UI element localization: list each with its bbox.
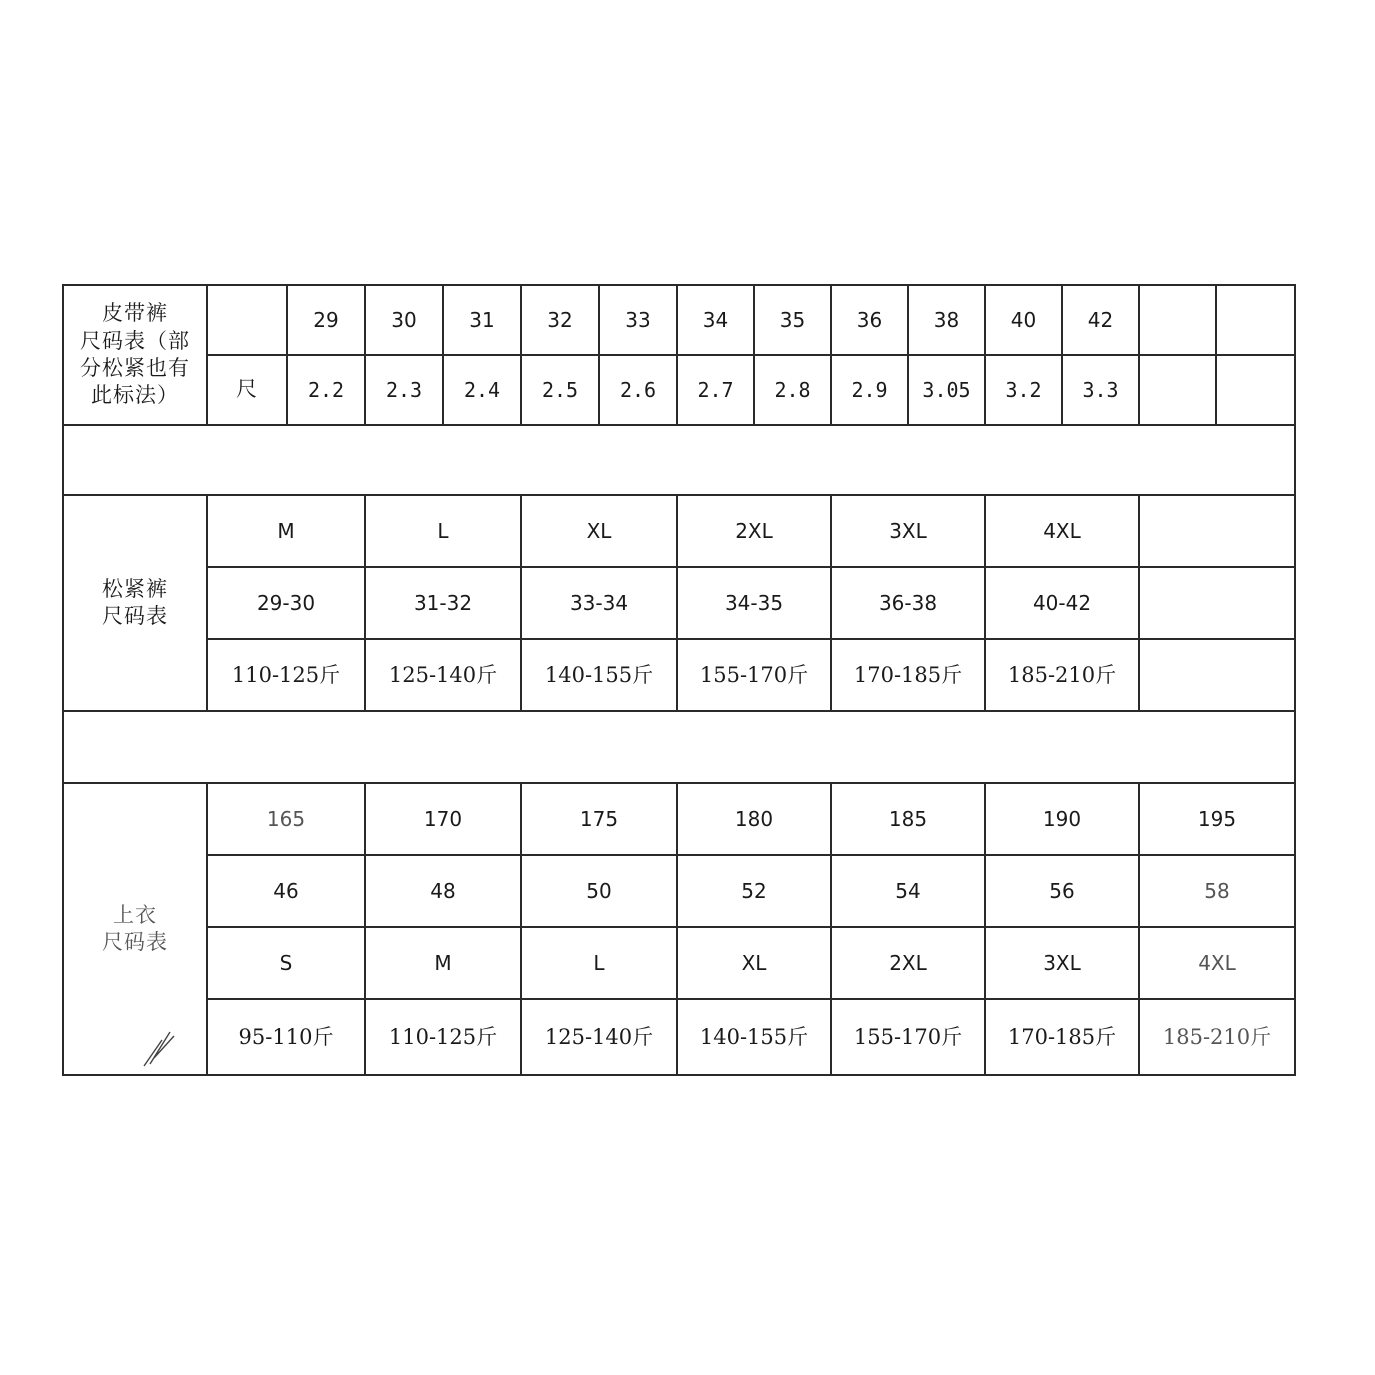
belt-length-cell: 2.6 [599,355,677,425]
tops-chest-cell: 56 [985,855,1139,927]
elastic-waist-cell: 34-35 [677,567,831,639]
belt-size-cell: 42 [1062,285,1139,355]
elastic-weight-cell: 170-185斤 [831,639,985,711]
tops-size-cell: 4XL [1139,927,1295,999]
pen-stroke-mark [140,1028,180,1068]
tops-height-row [63,783,1295,855]
spacer-row [63,425,1295,495]
tops-size-cell: 2XL [831,927,985,999]
elastic-size-cell: 4XL [985,495,1139,567]
tops-height-cell: 180 [677,783,831,855]
elastic-empty-cell [1139,567,1295,639]
belt-empty-cell [1216,285,1295,355]
tops-weight-row [63,999,1295,1075]
elastic-waist-cell: 31-32 [365,567,521,639]
tops-chest-row [63,855,1295,927]
tops-weight-cell: 185-210斤 [1139,999,1295,1075]
tops-weight-cell: 155-170斤 [831,999,985,1075]
belt-size-cell: 31 [443,285,521,355]
belt-pants-label [63,285,207,425]
elastic-empty-cell [1139,639,1295,711]
elastic-size-cell: L [365,495,521,567]
tops-chest-cell: 48 [365,855,521,927]
tops-chest-cell: 54 [831,855,985,927]
belt-pants-size-row [63,285,1295,355]
elastic-empty-cell [1139,495,1295,567]
belt-empty-cell [1139,355,1216,425]
tops-label [63,783,207,1075]
tops-weight-cell: 125-140斤 [521,999,677,1075]
tops-height-cell: 195 [1139,783,1295,855]
tops-height-cell: 185 [831,783,985,855]
elastic-pants-label [63,495,207,711]
elastic-waist-cell: 33-34 [521,567,677,639]
belt-size-cell: 30 [365,285,443,355]
belt-size-cell: 29 [287,285,365,355]
belt-length-cell: 2.2 [287,355,365,425]
elastic-waist-cell: 40-42 [985,567,1139,639]
tops-weight-cell: 170-185斤 [985,999,1139,1075]
belt-size-cell: 33 [599,285,677,355]
belt-pants-label-text: 皮带裤 尺码表（部 分松紧也有 此标法） [80,301,190,408]
belt-pants-corner-cell [207,285,287,355]
elastic-pants-label-text: 松紧裤 尺码表 [102,576,168,628]
elastic-weight-cell: 125-140斤 [365,639,521,711]
belt-length-cell: 2.7 [677,355,754,425]
spacer-row [63,711,1295,783]
tops-height-cell: 175 [521,783,677,855]
elastic-size-cell: 3XL [831,495,985,567]
elastic-size-cell: 2XL [677,495,831,567]
tops-chest-cell: 58 [1139,855,1295,927]
belt-length-cell: 3.05 [908,355,985,425]
belt-length-cell: 2.4 [443,355,521,425]
belt-length-cell: 2.5 [521,355,599,425]
tops-height-cell: 170 [365,783,521,855]
elastic-weight-cell: 185-210斤 [985,639,1139,711]
elastic-weight-cell: 110-125斤 [207,639,365,711]
tops-chest-cell: 52 [677,855,831,927]
belt-length-cell: 2.3 [365,355,443,425]
tops-label-text: 上衣 尺码表 [102,902,168,954]
elastic-waist-cell: 36-38 [831,567,985,639]
belt-size-cell: 32 [521,285,599,355]
belt-empty-cell [1139,285,1216,355]
elastic-weight-cell: 155-170斤 [677,639,831,711]
elastic-waist-cell: 29-30 [207,567,365,639]
tops-chest-cell: 50 [521,855,677,927]
belt-length-cell: 2.9 [831,355,908,425]
tops-height-cell: 165 [207,783,365,855]
spacer-cell [63,711,1295,783]
tops-weight-cell: 95-110斤 [207,999,365,1075]
elastic-size-row [63,495,1295,567]
tops-weight-cell: 140-155斤 [677,999,831,1075]
elastic-waist-row [63,567,1295,639]
tops-size-cell: L [521,927,677,999]
belt-length-cell: 2.8 [754,355,831,425]
elastic-size-cell: M [207,495,365,567]
elastic-size-cell: XL [521,495,677,567]
belt-size-cell: 38 [908,285,985,355]
belt-pants-length-row [63,355,1295,425]
belt-size-cell: 40 [985,285,1062,355]
tops-weight-cell: 110-125斤 [365,999,521,1075]
belt-length-cell: 3.3 [1062,355,1139,425]
spacer-cell [63,425,1295,495]
size-chart-table [62,284,1296,1076]
belt-size-cell: 36 [831,285,908,355]
tops-size-cell: M [365,927,521,999]
belt-length-cell: 3.2 [985,355,1062,425]
elastic-weight-row [63,639,1295,711]
elastic-weight-cell: 140-155斤 [521,639,677,711]
tops-size-cell: S [207,927,365,999]
belt-unit-label: 尺 [207,355,287,425]
tops-height-cell: 190 [985,783,1139,855]
tops-size-row [63,927,1295,999]
belt-empty-cell [1216,355,1295,425]
tops-size-cell: XL [677,927,831,999]
tops-chest-cell: 46 [207,855,365,927]
belt-size-cell: 35 [754,285,831,355]
tops-size-cell: 3XL [985,927,1139,999]
belt-size-cell: 34 [677,285,754,355]
